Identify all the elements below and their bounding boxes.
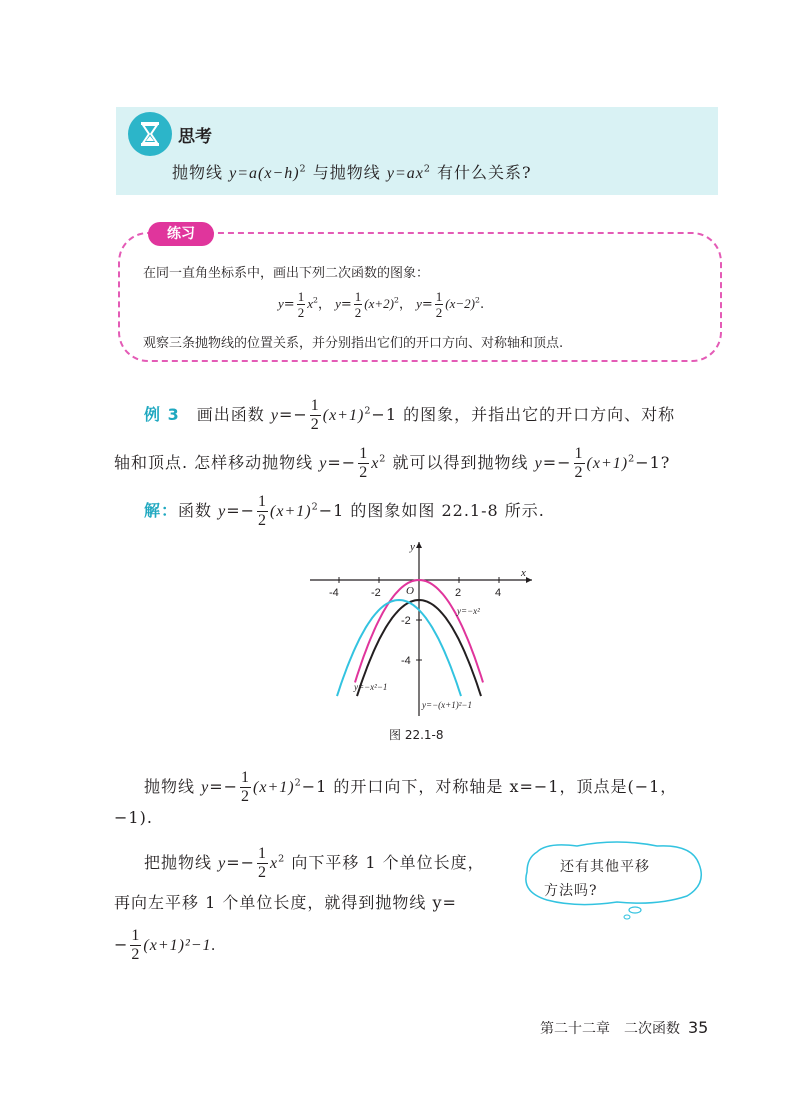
xtick-label: -4 bbox=[329, 587, 339, 599]
callout-line2: 方法吗? bbox=[544, 883, 598, 899]
think-title: 思考 bbox=[178, 127, 212, 147]
translation-line2: 再向左平移 1 个单位长度，就得到抛物线 y= bbox=[114, 893, 457, 912]
vertex-statement-cont: −1). bbox=[114, 808, 153, 827]
x-axis-arrow bbox=[526, 577, 532, 583]
exercise-tag: 练习 bbox=[148, 222, 214, 246]
y-axis-label: y bbox=[410, 541, 415, 553]
callout-line1: 还有其他平移 bbox=[560, 859, 650, 875]
curve-label: y=−(x+1)²−1 bbox=[422, 700, 472, 710]
xtick-label: -2 bbox=[371, 587, 381, 599]
curve-label: y=−x²−1 bbox=[354, 682, 388, 692]
think-question: 抛物线 $y=a(x-h)^2$ 与抛物线 $y=ax^2$ 有什么关系? bbox=[172, 163, 532, 182]
example-line1: 例 3 画出函数 y=− $\frac{1}{2}$ $(x+1)^2-1$ 的图象，并指出它的开口方向、对称 bbox=[144, 397, 676, 433]
page-number: 35 bbox=[688, 1018, 709, 1037]
figure-caption: 图 22.1-8 bbox=[389, 728, 444, 742]
exercise-formulas: y= $\frac{1}{2}$ $x^2$， y= $\frac{1}{2}$ $(x+2)^2$， y= $\frac{1}{2}$ $(x-2)^2$. bbox=[278, 289, 485, 320]
translation-line3: − $\frac{1}{2}$ (x+1)²−1. bbox=[114, 927, 217, 963]
page-footer bbox=[540, 1018, 708, 1038]
ytick-label: -4 bbox=[401, 655, 411, 667]
solution-line: 解：函数 y=− $\frac{1}{2}$ $(x+1)^2-1$ 的图象如图 22.1-8 所示. bbox=[144, 493, 545, 529]
translation-line1: 把抛物线 y=− $\frac{1}{2}$ $x^2$ 向下平移 1 个单位长度， bbox=[144, 845, 485, 881]
hourglass-icon bbox=[128, 112, 172, 156]
xtick-label: 2 bbox=[455, 587, 462, 599]
parabola-figure bbox=[300, 538, 540, 722]
x-axis-label: x bbox=[521, 567, 526, 579]
xtick-label: 4 bbox=[495, 587, 502, 599]
y-axis-arrow bbox=[416, 542, 422, 548]
example-line2: 轴和顶点. 怎样移动抛物线 y=− $\frac{1}{2}$ $x^2$ 就可以得到抛物线 y=− $\frac{1}{2}$ $(x+1)^2-1$? bbox=[114, 445, 671, 481]
vertex-statement: 抛物线 y=− $\frac{1}{2}$ $(x+1)^2-1$ 的开口向下，对称轴是 x=−1，顶点是(−1， bbox=[144, 769, 678, 805]
chapter-title: 第二十二章 二次函数 bbox=[540, 1021, 680, 1037]
exercise-instruction: 在同一直角坐标系中，画出下列二次函数的图象： bbox=[143, 266, 430, 281]
origin-label: O bbox=[406, 585, 414, 597]
ytick-label: -2 bbox=[401, 615, 411, 627]
exercise-question: 观察三条抛物线的位置关系，并分别指出它们的开口方向、对称轴和顶点. bbox=[143, 336, 564, 351]
curve-label: y=−x² bbox=[457, 606, 480, 616]
